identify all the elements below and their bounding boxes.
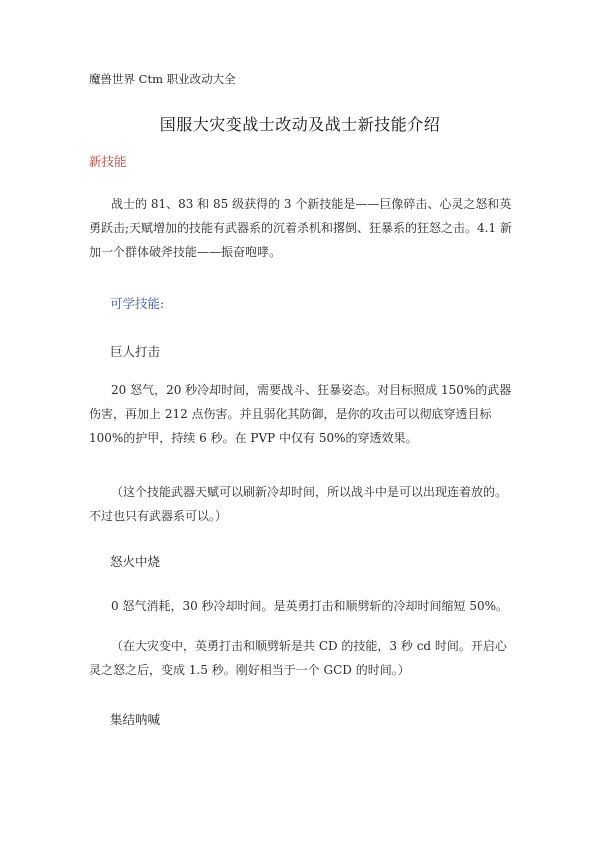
page-title: 国服大灾变战士改动及战士新技能介绍 [159, 115, 441, 134]
skill-desc-giant-strike: 20 怒气，20 秒冷却时间，需要战斗、狂暴姿态。对目标照成 150%的武器伤害，再加上 212 点伤害。并且弱化其防御，是你的攻击可以彻底穿透目标 100%的护甲，持续 6 秒。在 PVP 中仅有 50%的穿透效果。 [89, 383, 512, 445]
skill-note-giant-strike: （这个技能武器天赋可以刷新冷却时间，所以战斗中是可以出现连着放的。不过也只有武器系可以。） [89, 485, 508, 523]
skill-desc-inner-rage: 0 怒气消耗，30 秒冷却时间。是英勇打击和顺劈斩的冷却时间缩短 50%。 [111, 599, 509, 613]
skill-name-giant-strike: 巨人打击 [110, 344, 161, 359]
new-skills-heading: 新技能 [89, 154, 127, 169]
intro-paragraph: 战士的 81、83 和 85 级获得的 3 个新技能是——巨像碎击、心灵之怒和英勇跃击;天赋增加的技能有武器系的沉着杀机和撂倒、狂暴系的狂怒之击。4.1 新加一个群体破斧技能——振奋咆哮。 [89, 197, 512, 259]
skill-note-inner-rage: （在大灾变中，英勇打击和顺劈斩是共 CD 的技能，3 秒 cd 时间。开启心灵之怒之后，变成 1.5 秒。刚好相当于一个 GCD 的时间。） [89, 639, 507, 677]
document-header: 魔兽世界 Ctm 职业改动大全 [89, 72, 236, 86]
skill-name-inner-rage: 怒火中烧 [110, 554, 161, 569]
skill-name-rallying-cry: 集结呐喊 [110, 712, 161, 727]
learnable-skills-heading: 可学技能: [110, 296, 165, 311]
